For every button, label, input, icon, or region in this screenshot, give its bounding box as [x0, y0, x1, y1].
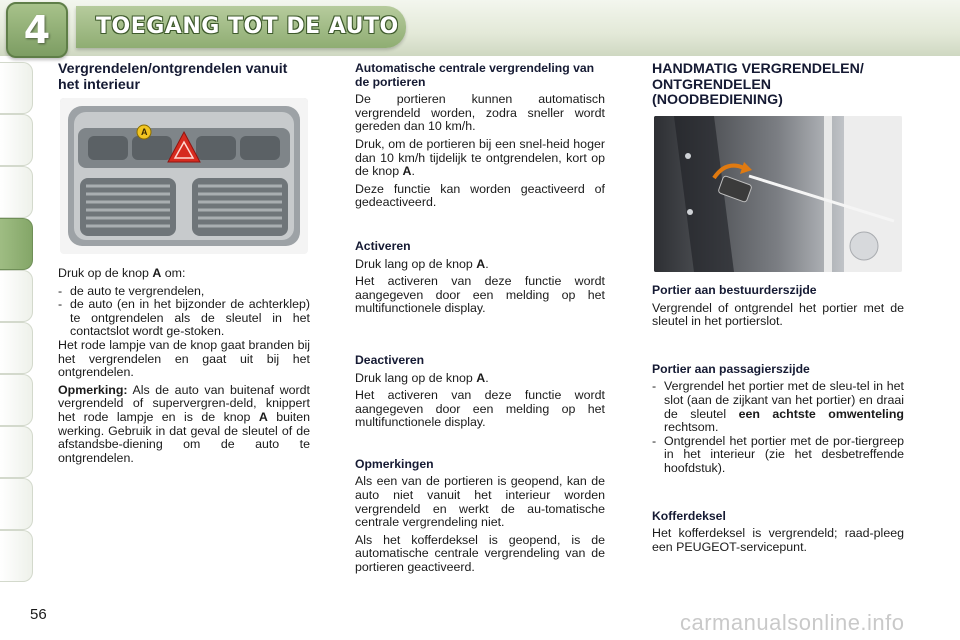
chapter-tab-1[interactable]: [0, 62, 33, 114]
chapter-tab-7[interactable]: [0, 374, 33, 426]
column-interior-locking: [58, 62, 310, 101]
page-number: 56: [30, 606, 47, 623]
remarks-para1: Als een van de portieren is geopend, kan de auto niet vanuit het interieur worden vergrendeld en werkt de au-tomatische centrale vergrendeling niet.: [355, 474, 605, 530]
driver-door-text: Vergrendel of ontgrendel het portier met de sleutel in het portierslot.: [652, 300, 904, 329]
deactivate-heading: Deactiveren: [355, 352, 425, 367]
column-interior-locking-text: [58, 267, 310, 469]
chapter-tab-6[interactable]: [0, 322, 33, 374]
column-central-locking: [355, 62, 605, 579]
section-heading-interior-locking: Vergrendelen/ontgrendelen vanuit het interieur: [58, 61, 288, 93]
section-heading-manual-locking: HANDMATIG VERGRENDELEN/ ONTGRENDELEN (NOODBEDIENING): [652, 61, 864, 108]
trunk-heading: Kofferdeksel: [652, 508, 726, 523]
activate-heading: Activeren: [355, 238, 411, 253]
lamp-text: Het rode lampje van de knop gaat branden bij het vergrendelen en gaat uit bij het ontgrendelen.: [58, 337, 310, 380]
activate-line: Druk lang op de knop A.: [355, 256, 489, 271]
door-lock-photo: [654, 116, 902, 272]
intro-line: Druk op de knop A om:: [58, 266, 186, 280]
driver-door-heading: Portier aan bestuurderszijde: [652, 283, 817, 297]
chapter-tab-2[interactable]: [0, 114, 33, 166]
deactivate-text: Het activeren van deze functie wordt aangegeven door een melding op het multifunctionele display.: [355, 388, 605, 430]
console-photo: [60, 98, 308, 254]
deactivate-line: Druk lang op de knop A.: [355, 370, 489, 385]
column-manual-locking-text: [652, 284, 904, 558]
list-item: - Ontgrendel het portier met de por-tiergreep in het interieur (zie het desbetreffende hoofdstuk).: [652, 435, 904, 476]
remarks-para2: Als het kofferdeksel is geopend, is de automatische centrale vergrendeling van de portieren geactiveerd.: [355, 532, 605, 575]
chapter-tab-5[interactable]: [0, 270, 33, 322]
column-manual-locking: [652, 62, 904, 117]
passenger-door-heading: Portier aan passagierszijde: [652, 361, 810, 376]
section-heading-central-locking: Automatische centrale vergrendeling van de portieren: [355, 61, 595, 89]
chapter-tab-3[interactable]: [0, 166, 33, 218]
chapter-tabs: [0, 62, 36, 582]
note-paragraph: Opmerking: Als de auto van buitenaf wordt vergrendeld of supervergren-deld, knippert het rode lampje en is de knop A buiten werking. Gebruik in dat geval de sleutel of de afstandsbe-diening om de auto te ontgrendelen.: [58, 382, 310, 465]
chapter-tab-9[interactable]: [0, 478, 33, 530]
list-item: - de auto te vergrendelen,: [58, 285, 310, 299]
chapter-tab-8[interactable]: [0, 426, 33, 478]
central-locking-para3: Deze functie kan worden geactiveerd of gedeactiveerd.: [355, 181, 605, 210]
trunk-text: Het kofferdeksel is vergrendeld; raad-pleeg een PEUGEOT-servicepunt.: [652, 526, 904, 554]
chapter-number: 4: [23, 8, 51, 52]
door-lock-illustration: [654, 116, 902, 272]
chapter-badge: [6, 2, 68, 58]
passenger-door-list: [652, 380, 904, 475]
chapter-tab-10[interactable]: [0, 530, 33, 582]
watermark: carmanualsonline.info: [680, 610, 905, 635]
list-item: - de auto (en in het bijzonder de achterklep) te ontgrendelen als de sleutel in het contactslot wordt ge-stoken.: [58, 298, 310, 339]
central-locking-para1: De portieren kunnen automatisch vergrendeld worden, zodra sneller wordt gereden dan 10 km/h.: [355, 92, 605, 134]
list-item: - Vergrendel het portier met de sleu-tel in het slot (aan de zijkant van het portier) en draai de sleutel een achtste omwenteling rechtsom.: [652, 380, 904, 434]
central-locking-para2: Druk, om de portieren bij een snel-heid hoger dan 10 km/h tijdelijk te ontgrendelen, kort op de knop A.: [355, 136, 605, 179]
console-illustration: [60, 98, 308, 254]
page-title: TOEGANG TOT DE AUTO: [96, 14, 399, 39]
button-a-label: A: [141, 127, 148, 137]
remarks-heading: Opmerkingen: [355, 456, 434, 471]
lock-actions-list: [58, 285, 310, 339]
activate-text: Het activeren van deze functie wordt aangegeven door een melding op het multifunctionele display.: [355, 274, 605, 316]
chapter-tab-4-active[interactable]: [0, 218, 33, 270]
